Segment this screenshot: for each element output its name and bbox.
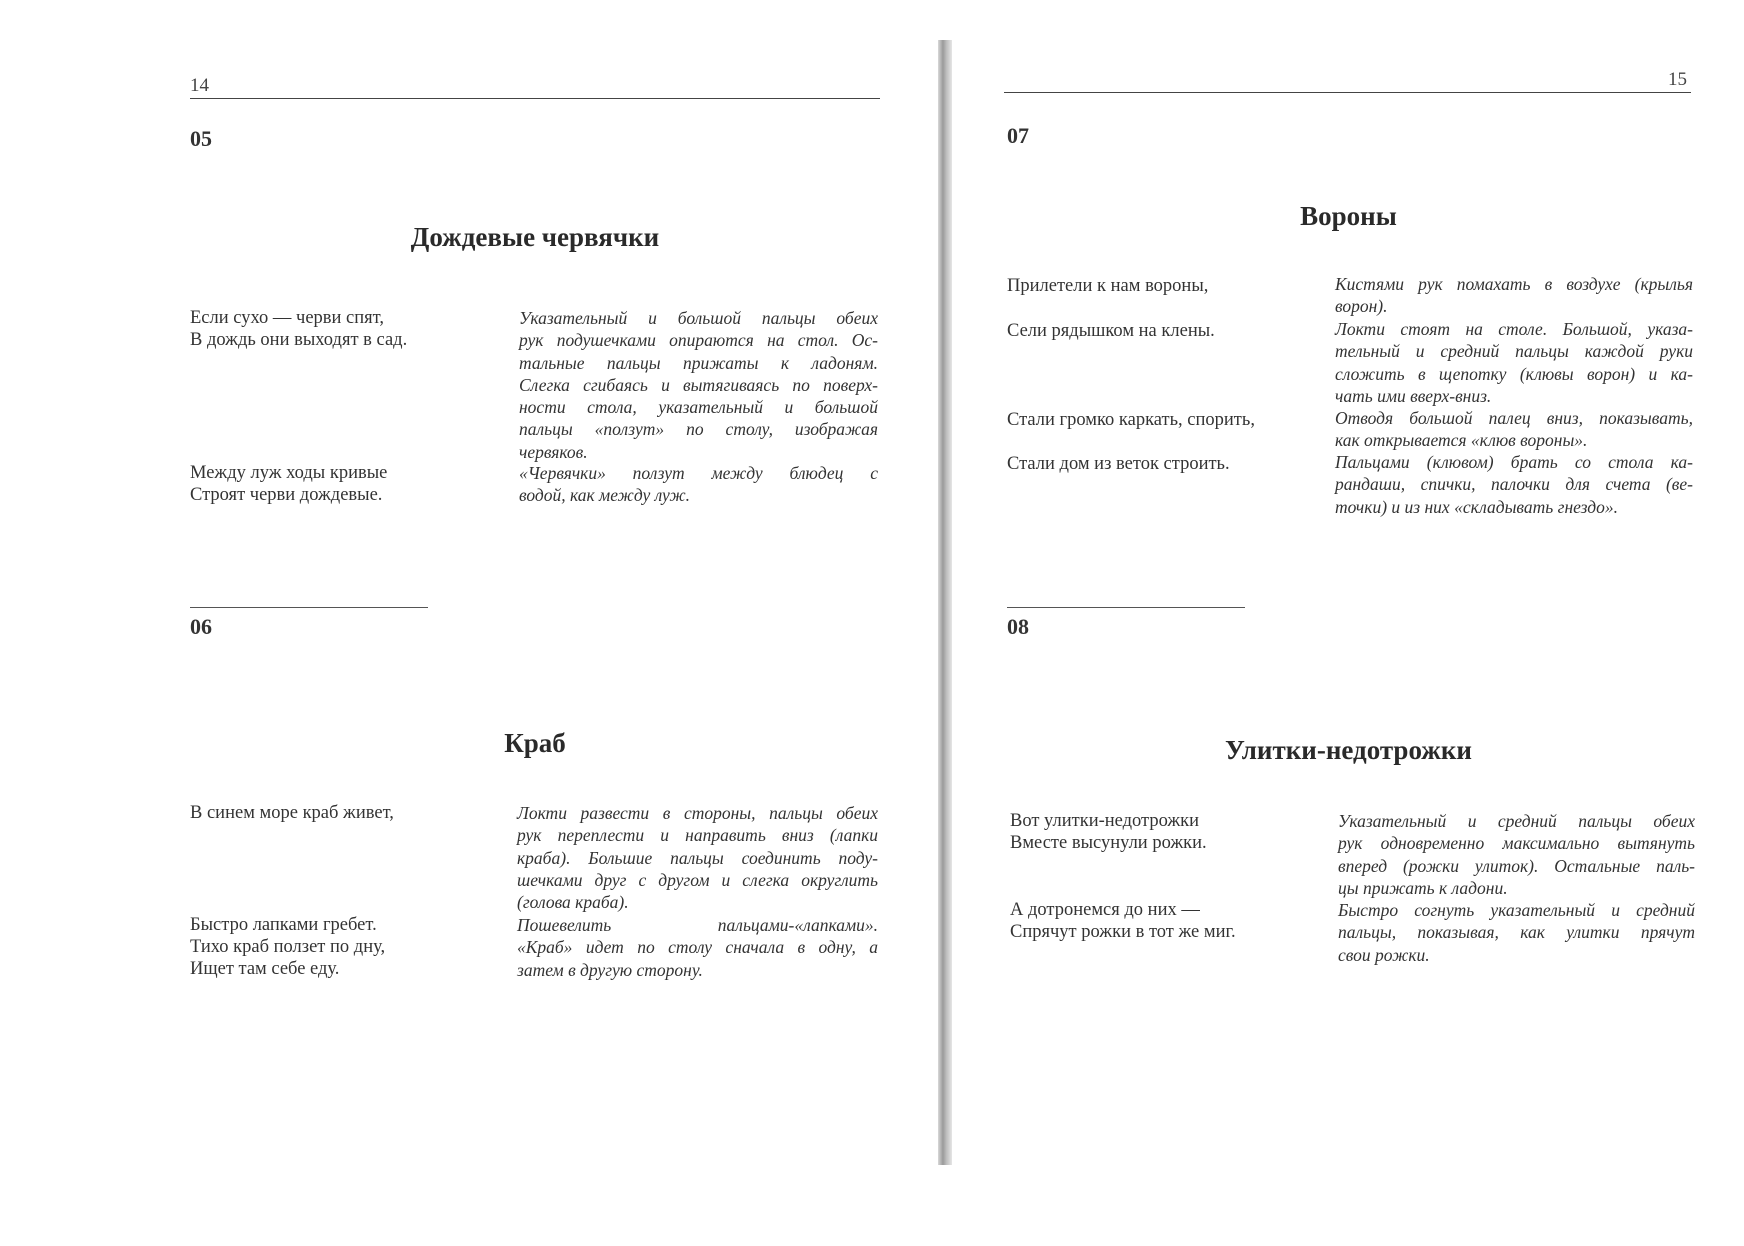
text-line: Прилетели к нам вороны, [1007,276,1209,296]
section-number: 08 [1007,614,1029,639]
text-line: чать ими вверх-вниз. [1335,385,1492,406]
text-line: Быстро согнуть указательный и средний [1338,900,1695,920]
verse-block [1007,409,1255,431]
text-line: Если сухо — черви спят, [190,308,384,328]
header-rule [190,98,880,99]
right-page [946,0,1744,1246]
text-line: Указательный и большой пальцы обеих [519,308,878,328]
verse-block [1007,453,1230,475]
section-title: Краб [504,728,566,758]
instruction-block [1338,810,1695,899]
text-line: свои рожки. [1338,944,1430,965]
instruction-block [1338,899,1695,966]
page-number: 15 [1668,69,1687,90]
text-line: ворон). [1335,296,1388,317]
section-title: Улитки-недотрожки [1225,735,1472,765]
text-line: рук одновременно максимально вытянуть [1338,833,1695,854]
text-line: тельный и средний пальцы каждой руки [1335,341,1693,362]
text-line: тальные пальцы прижаты к ладоням. [519,352,878,373]
verse-block [1010,810,1207,854]
text-line: рук подушечками опираются на стол. Ос- [519,330,878,351]
text-line: ности стола, указательный и большой [519,397,878,418]
header-rule [1004,92,1691,93]
text-line: Быстро лапками гребет. [190,915,377,935]
text-line: Сели рядышком на клены. [1007,321,1215,341]
section-title: Дождевые червячки [410,222,660,252]
text-line: сложить в щепотку (клювы ворон) и ка- [1335,363,1693,384]
verse-block [1007,275,1208,297]
text-line: Локти развести в стороны, пальцы обеих [517,803,878,823]
page-number: 14 [190,75,209,96]
text-line: точки) и из них «складывать гнездо». [1335,496,1618,517]
text-line: Тихо краб ползет по дну, [190,937,386,957]
text-line: рук переплести и направить вниз (лапки [517,825,878,846]
text-line: Стали дом из веток строить. [1007,454,1230,474]
text-line: рандаши, спички, палочки для счета (ве- [1335,474,1693,495]
text-line: шечками друг с другом и слегка округлить [517,869,878,890]
text-line: Стали громко каркать, спорить, [1007,410,1255,430]
text-line: затем в другую сторону. [517,959,703,980]
text-line: Кистями рук помахать в воздухе (крылья [1335,274,1693,294]
text-line: пальцы, показывая, как улитки прячут [1338,922,1695,943]
section-divider [1007,607,1245,608]
text-line: Отводя большой палец вниз, показывать, [1335,408,1693,428]
text-line: как открывается «клюв вороны». [1335,430,1588,451]
text-line: «Краб» идет по столу сначала в одну, а [517,937,878,958]
instruction-block [1335,318,1693,407]
text-line: червяков. [519,441,588,462]
text-line: краба). Большие пальцы соединить поду- [517,847,878,868]
section-number: 06 [190,614,212,639]
text-line: Спрячут рожки в тот же миг. [1010,922,1236,942]
instruction-block [1335,273,1693,318]
text-line: Вместе высунули рожки. [1010,833,1207,853]
text-line: Строят черви дождевые. [190,485,383,505]
instruction-block [517,914,878,981]
text-line: (голова краба). [517,892,629,913]
instruction-block [1335,407,1693,452]
verse-block [190,802,394,824]
text-line: водой, как между луж. [519,485,690,506]
text-line: Слегка сгибаясь и вытягиваясь по поверх- [519,374,878,395]
text-line: «Червячки» ползут между блюдец с [519,463,878,483]
section-divider [190,607,428,608]
text-line: вперед (рожки улиток). Остальные паль- [1338,855,1695,876]
text-line: Пальцами (клювом) брать со стола ка- [1335,452,1693,472]
verse-block [190,307,407,351]
instruction-block [517,802,878,913]
text-line: Пошевелить пальцами-«лапками». [517,915,878,935]
text-line: Между луж ходы кривые [190,463,388,483]
text-line: Локти стоят на столе. Большой, указа- [1335,319,1693,339]
text-line: Вот улитки-недотрожки [1010,811,1200,831]
text-line: А дотронемся до них — [1010,900,1200,920]
text-line: цы прижать к ладони. [1338,877,1508,898]
text-line: Указательный и средний пальцы обеих [1338,811,1695,831]
verse-block [190,462,387,506]
text-line: Ищет там себе еду. [190,959,340,979]
instruction-block [1335,451,1693,518]
instruction-block [519,462,878,507]
verse-block [1010,899,1236,943]
verse-block [1007,320,1215,342]
text-line: пальцы «ползут» по столу, изображая [519,419,878,440]
text-line: В дождь они выходят в сад. [190,330,408,350]
section-title: Вороны [1300,201,1397,231]
text-line: В синем море краб живет, [190,803,394,823]
verse-block [190,914,385,980]
section-number: 05 [190,126,212,151]
section-number: 07 [1007,123,1029,148]
instruction-block [519,307,878,463]
